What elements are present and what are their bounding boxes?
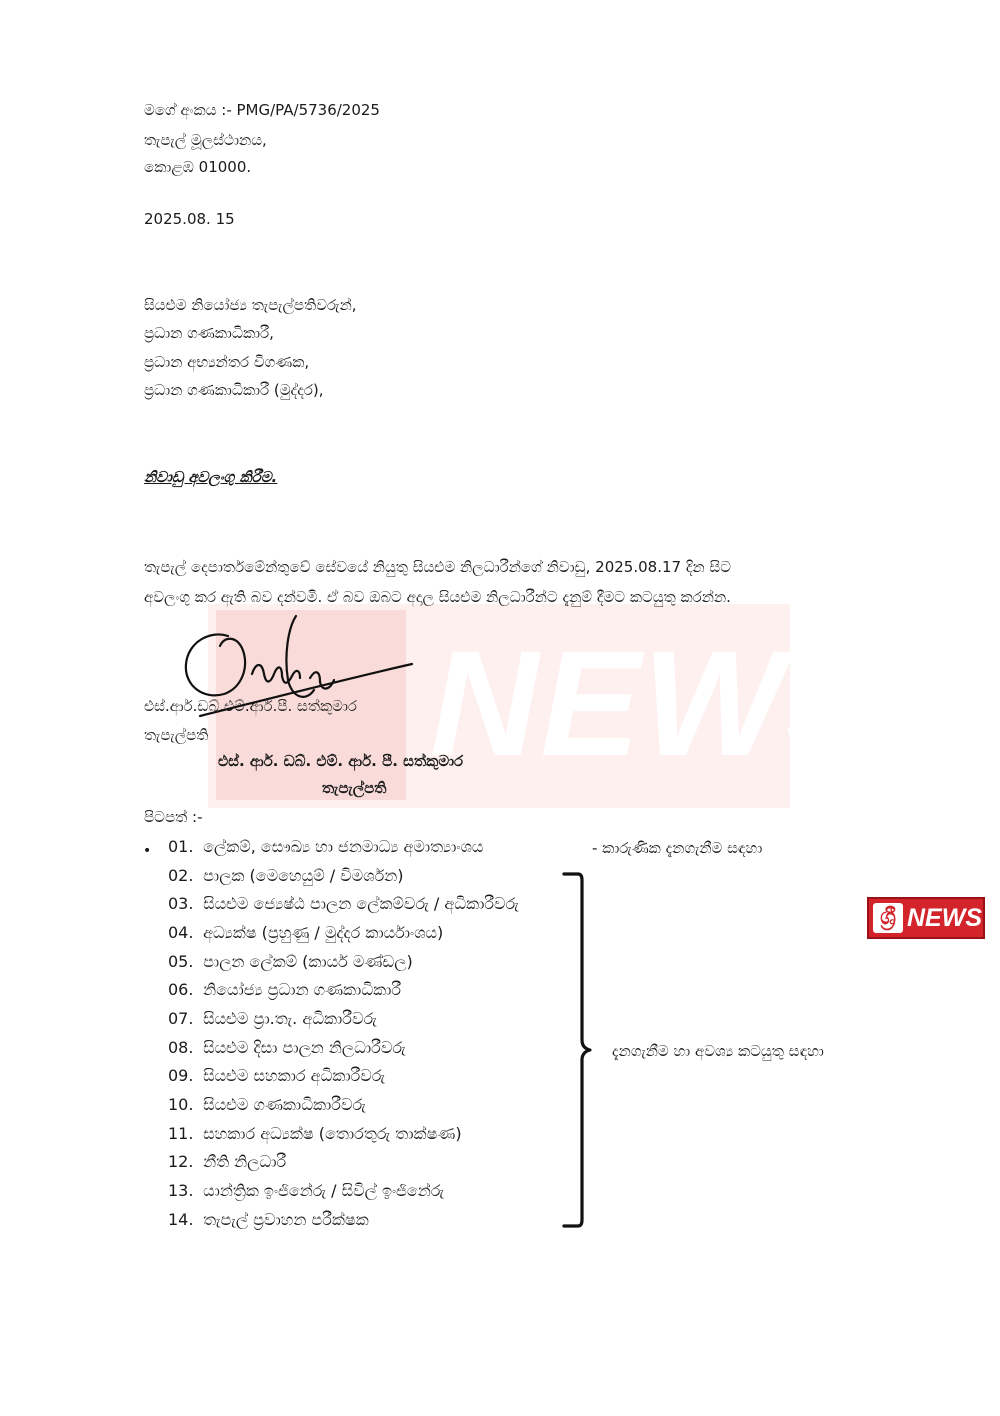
copy-item: 09. සියළුම සහකාර අධිකාරීවරු: [168, 1066, 386, 1085]
copy-item: 05. පාලන ලේකම් (කාර්ය මණ්ඩල): [168, 952, 413, 971]
reference-number: මගේ අංකය :- PMG/PA/5736/2025: [144, 101, 380, 119]
copy-item: 07. සියළුම ප්‍රා.තැ. අධිකාරීවරු: [168, 1009, 377, 1028]
addressee-line: සියළුම නියෝජ්‍ය තැපැල්පතිවරුන්,: [144, 296, 357, 314]
watermark-brand: NEWS: [430, 619, 888, 787]
copy-item: 11. සහකාර අධ්‍යක්ෂ (තොරතුරු තාක්ෂණ): [168, 1124, 462, 1143]
bullet-icon: •: [143, 843, 152, 859]
copy-note-first: - කාරුණික දැනගැනීම සඳහා: [592, 839, 763, 857]
copy-item: 10. සියළුම ගණකාධිකාරීවරු: [168, 1095, 366, 1114]
copy-item: 02. පාලක (මෙහෙයුම් / විමර්ශන): [168, 866, 404, 885]
logo-brand: NEWS: [907, 904, 982, 932]
copy-item: 08. සියළුම දිසා පාලන නිලධාරීවරු: [168, 1038, 406, 1057]
copy-item: 14. තැපැල් ප්‍රවාහන පරීක්ෂක: [168, 1210, 369, 1229]
copy-item: 12. නීති නිලධාරී: [168, 1152, 287, 1171]
brace-icon: [560, 870, 600, 1232]
stamp-title: තැපැල්පති: [322, 779, 387, 797]
copy-item: 04. අධ්‍යක්ෂ (ප්‍රහුණු / මුද්‍දර කාර්යාංශය): [168, 923, 444, 942]
addressee-line: ප්‍රධාන ගණකාධිකාරී,: [144, 324, 274, 342]
sender-office: තැපැල් මූලස්ථානය,: [144, 131, 267, 149]
letter-body: [144, 552, 914, 612]
copy-item: 01. ලේකම්, සෞඛ්‍ය හා ජනමාධ්‍ය අමාත්‍යාංශය: [168, 837, 484, 856]
copy-item: 13. යාන්ත්‍රික ඉංජිනේරු / සිවිල් ඉංජිනේරු: [168, 1181, 445, 1200]
body-line: අවලංගු කර ඇති බව දන්වමි. ඒ බව ඔබට අදාල සියළුම නිලධාරීන්ට දැනුම් දීමට කටයුතු කරන්න.: [144, 588, 731, 606]
sender-city: කොළඹ 01000.: [144, 158, 252, 176]
copy-note-group: දැනගැනීම හා අවශ්‍ය කටයුතු සඳහා: [612, 1042, 824, 1060]
copies-heading: පිටපත් :-: [144, 808, 203, 826]
letter-subject: නිවාඩු අවලංගු කිරීම.: [144, 468, 278, 486]
copy-item: 06. නියෝජ්‍ය ප්‍රධාන ගණකාධිකාරී: [168, 980, 402, 999]
signatory-name: එස්.ආර්.ඩබ්.එම්.ආර්.පී. සත්කුමාර: [144, 697, 357, 715]
body-line: තැපැල් දෙපාර්තමේන්තුවේ සේවයේ නියුතු සියළුම නිලධාරීන්ගේ නිවාඩු, 2025.08.17 දින සිට: [144, 558, 732, 576]
addressee-line: ප්‍රධාන ගණකාධිකාරී (මුද්‍දර),: [144, 381, 324, 399]
news-logo: [867, 897, 985, 939]
addressee-line: ප්‍රධාන අභ්‍යන්තර විගණක,: [144, 353, 310, 371]
stamp-name: එස්. ආර්. ඩබ්. එම්. ආර්. පී. සත්කුමාර: [218, 752, 464, 770]
copy-item: 03. සියළුම ජ්‍යෙෂ්ඨ පාලන ලේකම්වරු / අධිකාරීවරු: [168, 894, 519, 913]
logo-mark-icon: ශ්‍රී: [873, 903, 903, 933]
letter-date: 2025.08. 15: [144, 210, 235, 228]
signatory-title: තැපැල්පති: [144, 726, 209, 744]
